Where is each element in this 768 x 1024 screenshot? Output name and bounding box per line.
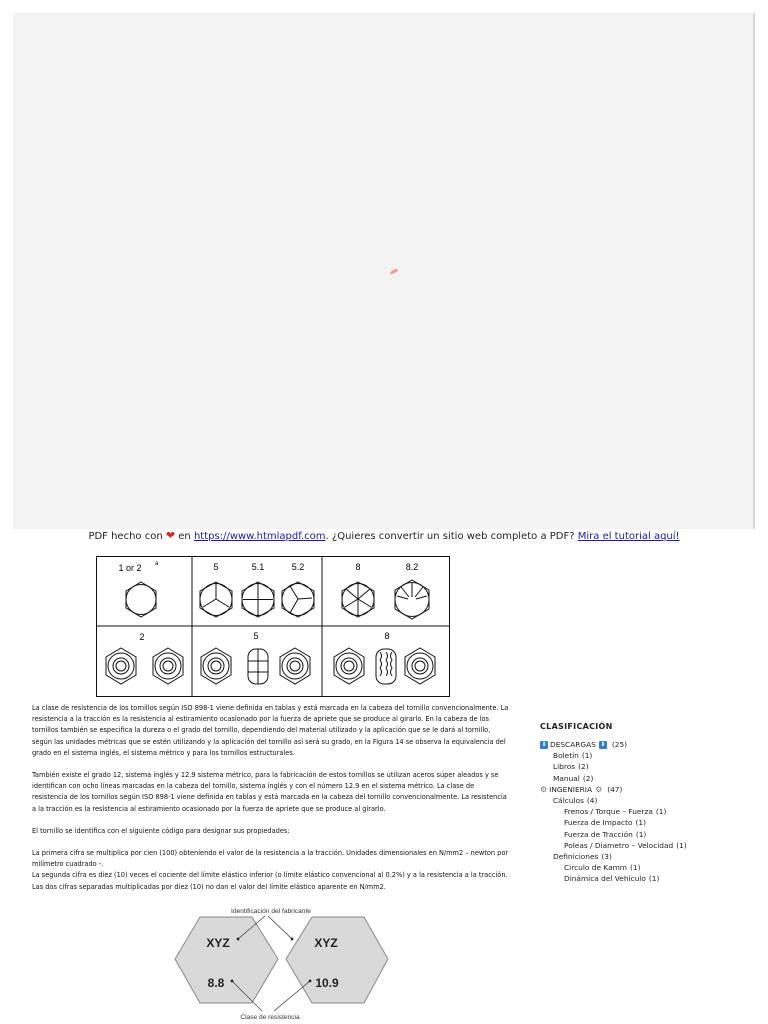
- gear-icon: ⚙: [595, 784, 603, 794]
- sidebar-item-count: (3): [601, 851, 612, 861]
- sidebar-item-manual[interactable]: [540, 773, 755, 784]
- sidebar-item-fuerza-de-tracción[interactable]: [540, 829, 755, 840]
- sidebar-item-fuerza-de-impacto[interactable]: [540, 817, 755, 828]
- grade-label-8-2: 8.2: [405, 562, 419, 572]
- sidebar-item-count: (1): [581, 751, 593, 761]
- sidebar-item-boletín[interactable]: [540, 750, 755, 761]
- htmlapdf-link[interactable]: https://www.htmlapdf.com: [193, 531, 326, 542]
- sidebar-item-label: Circulo de Kamm: [564, 863, 627, 873]
- pdf-notice: [0, 529, 768, 542]
- manufacturer-id-label: Identificación del fabricante: [231, 908, 311, 915]
- sidebar-item-ingenieria[interactable]: [540, 784, 755, 795]
- category-sidebar: [540, 722, 755, 884]
- sidebar-item-frenos-torque-fuerza[interactable]: [540, 806, 755, 817]
- sidebar-item-count: (2): [578, 762, 589, 772]
- grade-label-5-2: 5.2: [291, 562, 305, 572]
- sidebar-item-count: (1): [655, 807, 667, 817]
- sidebar-item-label: Fuerza de Tracción: [564, 829, 633, 839]
- left-hex-head: [175, 917, 278, 1003]
- right-maker-mark: XYZ: [314, 936, 338, 950]
- sidebar-item-label: Definiciones: [553, 851, 599, 861]
- sidebar-item-count: (2): [582, 773, 594, 783]
- right-grade-mark: 10.9: [315, 976, 339, 990]
- sidebar-item-dinámica-del-vehículo[interactable]: [540, 873, 755, 884]
- nut-grade-label-8: 8: [384, 631, 390, 641]
- sidebar-item-label: Fuerza de Impacto: [564, 818, 633, 828]
- sidebar-item-label: Manual: [553, 773, 580, 783]
- article-body: [32, 703, 510, 904]
- embedded-viewer-frame: [13, 13, 755, 529]
- strength-class-label: Clase de resistencia: [240, 1014, 300, 1019]
- nut-grade-label-5: 5: [253, 631, 259, 641]
- sidebar-item-count: (4): [586, 795, 598, 805]
- sidebar-list: [540, 739, 755, 884]
- grade-label-5: 5: [213, 562, 219, 572]
- sidebar-item-circulo-de-kamm[interactable]: [540, 862, 755, 873]
- bolt-heads-row: [126, 580, 429, 619]
- sidebar-item-label: Boletín: [553, 751, 579, 761]
- tutorial-link[interactable]: Mira el tutorial aquí!: [577, 531, 680, 542]
- sidebar-item-poleas-diametro-velocidad[interactable]: [540, 840, 755, 851]
- sidebar-item-count: (1): [630, 863, 641, 873]
- sidebar-item-label: Poleas / Diametro – Velocidad: [564, 840, 674, 850]
- grade-superscript: a: [155, 561, 159, 567]
- article-paragraph: La clase de resistencia de los tornillos según ISO 898-1 viene definida en tablas y está marcada en la cabeza del tornillo convencionalmente. La resistencia a la tracción es la resistencia al estiramiento ocasionado por la fuerza de apriete que se produce al girarlo. En la cabeza de los tornillos también se especifica la dureza o el grado del tornillo, dependiendo del material utilizado y la aplicación que se le dará al tornillo, según las unidades métricas que se estén utilizando y la aplicación del tornillo así será su grado, en la Figura 14 se observa la equivalencia del grado en el sistema inglés, el sistema métrico y para los tornillos estructurales.: [32, 704, 509, 757]
- sidebar-title: CLASIFICACIÓN: [540, 722, 613, 731]
- pdf-notice-en: en: [178, 531, 191, 542]
- sidebar-item-label: Libros: [553, 762, 576, 772]
- sidebar-item-count: (25): [611, 740, 628, 749]
- article-paragraph: También existe el grado 12, sistema inglés y 12.9 sistema métrico, para la fabricación de estos tornillos se utilizan aceros súper aleados y se identifican con ocho líneas marcadas en la cabeza del tornillo, sistema inglés y con el número 12.9 en el sistema métrico. La clase de resistencia de los tornillos según ISO 898-1 viene definida en tablas y está marcada en la cabeza del tornillo convencionalmente. La resistencia a la tracción es la resistencia al estiramiento ocasionado por la fuerza de apriete que se produce al girarlo.: [32, 771, 507, 813]
- left-maker-mark: XYZ: [206, 936, 230, 950]
- bolt-marking-figure: [170, 903, 390, 1019]
- sidebar-item-label: DESCARGAS: [550, 740, 596, 749]
- sidebar-item-label: Dinámica del Vehículo: [564, 874, 646, 884]
- sidebar-item-label: INGENIERIA: [549, 784, 593, 794]
- sidebar-item-libros[interactable]: [540, 761, 755, 772]
- pdf-notice-prefix: PDF hecho con: [88, 531, 163, 542]
- grade-label-1or2: 1 or 2: [118, 563, 142, 573]
- article-paragraph: La primera cifra se multiplica por cien (100) obteniendo el valor de la resistencia a la tracción. Unidades dimensionales en N/mm2 – newton por milímetro cuadrado -. La segunda cifra es diez (10) veces el cociente del límite elástico inferior (o límite elástico convencional al 0.2%) y a la resistencia a la tracción. Las dos cifras separadas multiplicadas por diez (10) no dan el valor del límite elástico aparente en N/mm2.: [32, 849, 509, 891]
- grade-label-5-1: 5.1: [251, 562, 265, 572]
- sidebar-item-definiciones[interactable]: [540, 851, 755, 862]
- sidebar-item-count: (1): [648, 874, 660, 884]
- loading-spinner: [390, 268, 399, 274]
- sidebar-item-label: Cálculos: [553, 795, 584, 805]
- sidebar-item-count: (47): [607, 784, 623, 794]
- gear-icon: ⚙: [540, 784, 548, 794]
- sidebar-item-count: (1): [635, 818, 647, 828]
- left-grade-mark: 8.8: [207, 976, 225, 990]
- heart-icon: ❤: [165, 529, 176, 542]
- bolt-grade-table: [96, 556, 450, 697]
- download-icon: ⬇: [600, 741, 606, 748]
- sidebar-item-label: Frenos / Torque – Fuerza: [564, 807, 653, 817]
- download-icon: ⬇: [541, 741, 547, 748]
- sidebar-item-count: (1): [676, 840, 687, 850]
- sidebar-item-count: (1): [635, 829, 647, 839]
- nut-row: [106, 648, 435, 684]
- right-hex-head: [286, 917, 388, 1003]
- sidebar-item-cálculos[interactable]: [540, 795, 755, 806]
- nut-grade-label-2: 2: [139, 632, 145, 642]
- grade-label-8: 8: [355, 562, 361, 572]
- sidebar-item-descargas[interactable]: [540, 739, 755, 750]
- pdf-notice-middle: . ¿Quieres convertir un sitio web completo a PDF?: [325, 531, 575, 542]
- article-paragraph: El tornillo se identifica con el siguiente código para designar sus propiedades:: [32, 826, 290, 835]
